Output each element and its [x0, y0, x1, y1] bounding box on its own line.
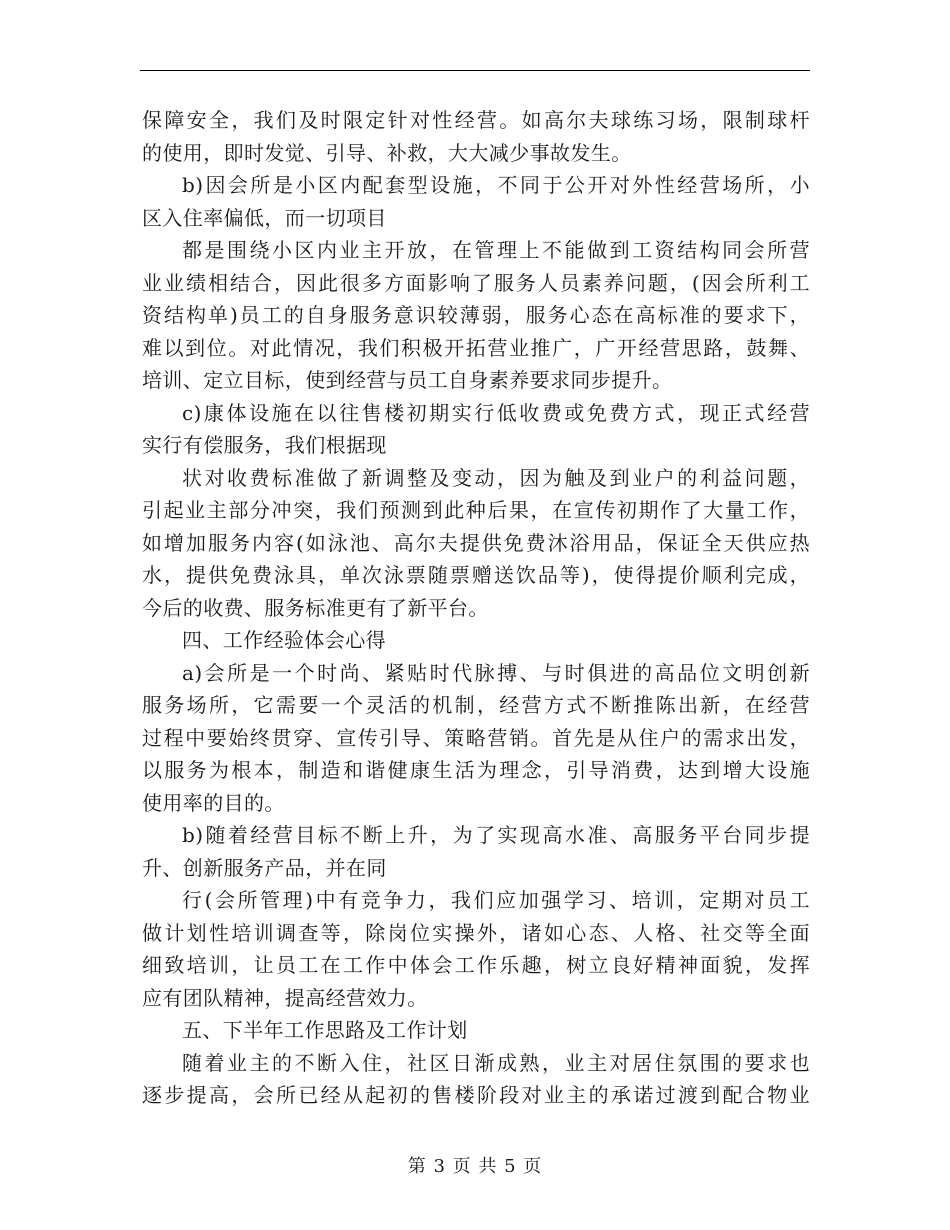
text-line: 引起业主部分冲突，我们预测到此种后果，在宣传初期作了大量工作，: [142, 498, 810, 522]
page-footer: 第 3 页 共 5 页: [407, 1156, 543, 1177]
text-line: 状对收费标准做了新调整及变动，因为触及到业户的利益问题，: [182, 465, 810, 490]
text-line: 水，提供免费泳具，单次泳票随票赠送饮品等)，使得提价顺利完成，: [142, 563, 810, 587]
text-line: 过程中要始终贯穿、宣传引导、策略营销。首先是从住户的需求出发，: [142, 725, 810, 750]
text-line: 逐步提高，会所已经从起初的售楼阶段对业主的承诺过渡到配合物业: [142, 1083, 810, 1107]
text-line: 今后的收费、服务标准更有了新平台。: [142, 595, 489, 620]
text-line: 培训、定立目标，使到经营与员工自身素养要求同步提升。: [142, 368, 673, 392]
text-line: 使用率的目的。: [142, 790, 285, 815]
text-line: 细致培训，让员工在工作中体会工作乐趣，树立良好精神面貌，发挥: [142, 953, 810, 977]
text-line: 服务场所，它需要一个灵活的机制，经营方式不断推陈出新，在经营: [142, 693, 810, 717]
text-line: b)因会所是小区内配套型设施，不同于公开对外性经营场所，小: [182, 173, 810, 197]
text-line: 行(会所管理)中有竞争力，我们应加强学习、培训，定期对员工: [182, 888, 810, 912]
text-line: 五、下半年工作思路及工作计划: [182, 1018, 468, 1042]
text-line: 难以到位。对此情况，我们积极开拓营业推广，广开经营思路，鼓舞、: [142, 335, 810, 360]
text-line: 业业绩相结合，因此很多方面影响了服务人员素养问题，(因会所利工: [142, 270, 810, 295]
text-line: 四、工作经验体会心得: [182, 628, 386, 652]
text-line: a)会所是一个时尚、紧贴时代脉搏、与时俱进的高品位文明创新: [182, 660, 810, 685]
text-line: 的使用，即时发觉、引导、补救，大大减少事故发生。: [142, 140, 632, 165]
text-line: 都是围绕小区内业主开放，在管理上不能做到工资结构同会所营: [182, 238, 810, 262]
text-line: 以服务为根本，制造和谐健康生活为理念，引导消费，达到增大设施: [142, 758, 810, 782]
text-line: 保障安全，我们及时限定针对性经营。如高尔夫球练习场，限制球杆: [142, 108, 810, 132]
text-line: 做计划性培训调查等，除岗位实操外，诸如心态、人格、社交等全面: [142, 920, 810, 945]
text-line: 资结构单)员工的自身服务意识较薄弱，服务心态在高标准的要求下，: [142, 303, 810, 327]
text-line: b)随着经营目标不断上升，为了实现高水准、高服务平台同步提: [182, 823, 810, 847]
text-line: 区入住率偏低，而一切项目: [142, 205, 387, 230]
document-body: [142, 104, 810, 1112]
text-line: 实行有偿服务，我们根据现: [142, 433, 387, 457]
text-line: 应有团队精神，提高经营效力。: [142, 985, 428, 1010]
text-line: 如增加服务内容(如泳池、高尔夫提供免费沐浴用品，保证全天供应热: [142, 530, 810, 555]
text-line: 升、创新服务产品，并在同: [142, 855, 387, 880]
header-rule: [140, 70, 810, 71]
text-line: c)康体设施在以往售楼初期实行低收费或免费方式，现正式经营: [182, 400, 810, 425]
text-line: 随着业主的不断入住，社区日渐成熟，业主对居住氛围的要求也: [182, 1050, 810, 1075]
